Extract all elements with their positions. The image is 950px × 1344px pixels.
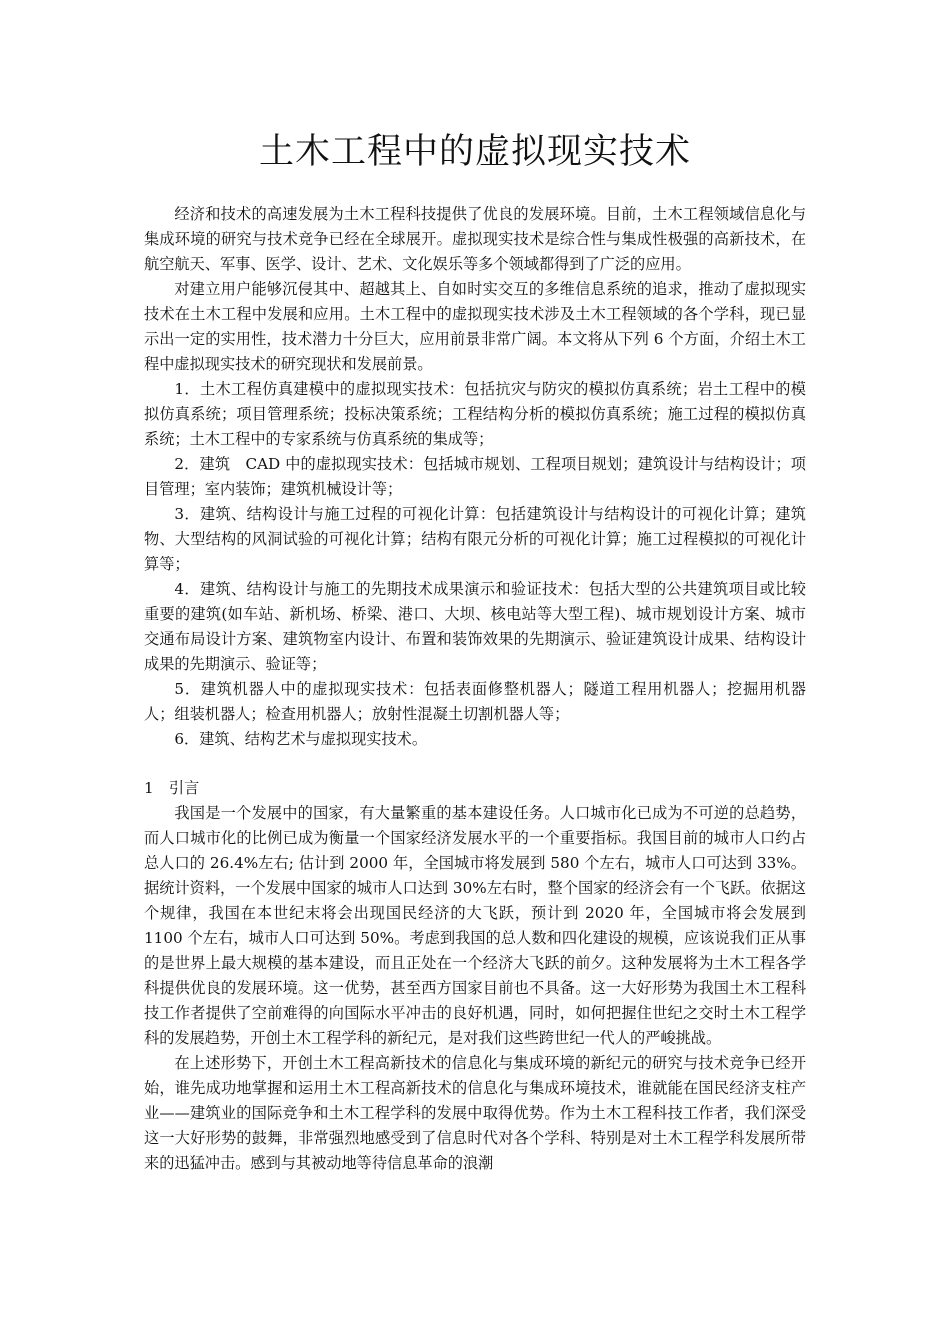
section-paragraph: 我国是一个发展中的国家，有大量繁重的基本建设任务。人口城市化已成为不可逆的总趋势，而人口城市化的比例已成为衡量一个国家经济发展水平的一个重要指标。我国目前的城市人口约占总人口的 26.4%左右; 估计到 2000 年，全国城市将发展到 580 个左右，城市人口可达到 33%。据统计资料，一个发展中国家的城市人口达到 30%左右时，整个国家的经济会有一个飞跃。依据这个规律，我国在本世纪末将会出现国民经济的大飞跃，预计到 2020 年，全国城市将会发展到 1100 个左右，城市人口可达到 50%。考虑到我国的总人数和四化建设的规模，应该说我们正从事的是世界上最大规模的基本建设，而且正处在一个经济大飞跃的前夕。这种发展将为土木工程各学科提供优良的发展环境。这一优势，甚至西方国家目前也不具备。这一大好形势为我国土木工程科技工作者提供了空前难得的向国际水平冲击的良好机遇，同时，如何把握住世纪之交时土木工程学科的发展趋势，开创土木工程学科的新纪元，是对我们这些跨世纪一代人的严峻挑战。 bbox=[144, 804, 806, 1047]
list-item: 4．建筑、结构设计与施工的先期技术成果演示和验证技术：包括大型的公共建筑项目或比较重要的建筑(如车站、新机场、桥梁、港口、大坝、核电站等大型工程)、城市规划设计方案、城市交通布局设计方案、建筑物室内设计、布置和装饰效果的先期演示、验证建筑设计成果、结构设计成果的先期演示、验证等； bbox=[144, 580, 806, 673]
list-item: 6．建筑、结构艺术与虚拟现实技术。 bbox=[174, 730, 428, 748]
section-paragraph: 在上述形势下，开创土木工程高新技术的信息化与集成环境的新纪元的研究与技术竞争已经开始，谁先成功地掌握和运用土木工程高新技术的信息化与集成环境技术，谁就能在国民经济支柱产业——建筑业的国际竞争和土木工程学科的发展中取得优势。作为土木工程科技工作者，我们深受这一大好形势的鼓舞，非常强烈地感受到了信息时代对各个学科、特别是对土木工程学科发展所带来的迅猛冲击。感到与其被动地等待信息革命的浪潮 bbox=[144, 1054, 806, 1172]
section-heading: 1 引言 bbox=[144, 779, 200, 797]
intro-paragraph: 对建立用户能够沉侵其中、超越其上、自如时实交互的多维信息系统的追求，推动了虚拟现实技术在土木工程中发展和应用。土木工程中的虚拟现实技术涉及土木工程领域的各个学科，现已显示出一定的实用性，技术潜力十分巨大，应用前景非常广阔。本文将从下列 6 个方面，介绍土木工程中虚拟现实技术的研究现状和发展前景。 bbox=[144, 280, 806, 373]
list-item: 1．土木工程仿真建模中的虚拟现实技术：包括抗灾与防灾的模拟仿真系统；岩土工程中的模拟仿真系统；项目管理系统；投标决策系统；工程结构分析的模拟仿真系统；施工过程的模拟仿真系统；土木工程中的专家系统与仿真系统的集成等； bbox=[144, 380, 806, 448]
list-item: 2．建筑 CAD 中的虚拟现实技术：包括城市规划、工程项目规划；建筑设计与结构设计；项目管理；室内装饰；建筑机械设计等； bbox=[144, 455, 806, 498]
intro-paragraph: 经济和技术的高速发展为土木工程科技提供了优良的发展环境。目前，土木工程领域信息化与集成环境的研究与技术竞争已经在全球展开。虚拟现实技术是综合性与集成性极强的高新技术，在航空航天、军事、医学、设计、艺术、文化娱乐等多个领域都得到了广泛的应用。 bbox=[144, 205, 806, 273]
list-item: 3．建筑、结构设计与施工过程的可视化计算：包括建筑设计与结构设计的可视化计算；建筑物、大型结构的风洞试验的可视化计算；结构有限元分析的可视化计算；施工过程模拟的可视化计算等； bbox=[144, 505, 806, 573]
document-body bbox=[144, 202, 806, 1176]
list-item: 5．建筑机器人中的虚拟现实技术：包括表面修整机器人；隧道工程用机器人；挖掘用机器人；组装机器人；检查用机器人；放射性混凝土切割机器人等； bbox=[144, 680, 806, 723]
document-title: 土木工程中的虚拟现实技术 bbox=[258, 132, 691, 172]
spacer bbox=[144, 752, 806, 776]
